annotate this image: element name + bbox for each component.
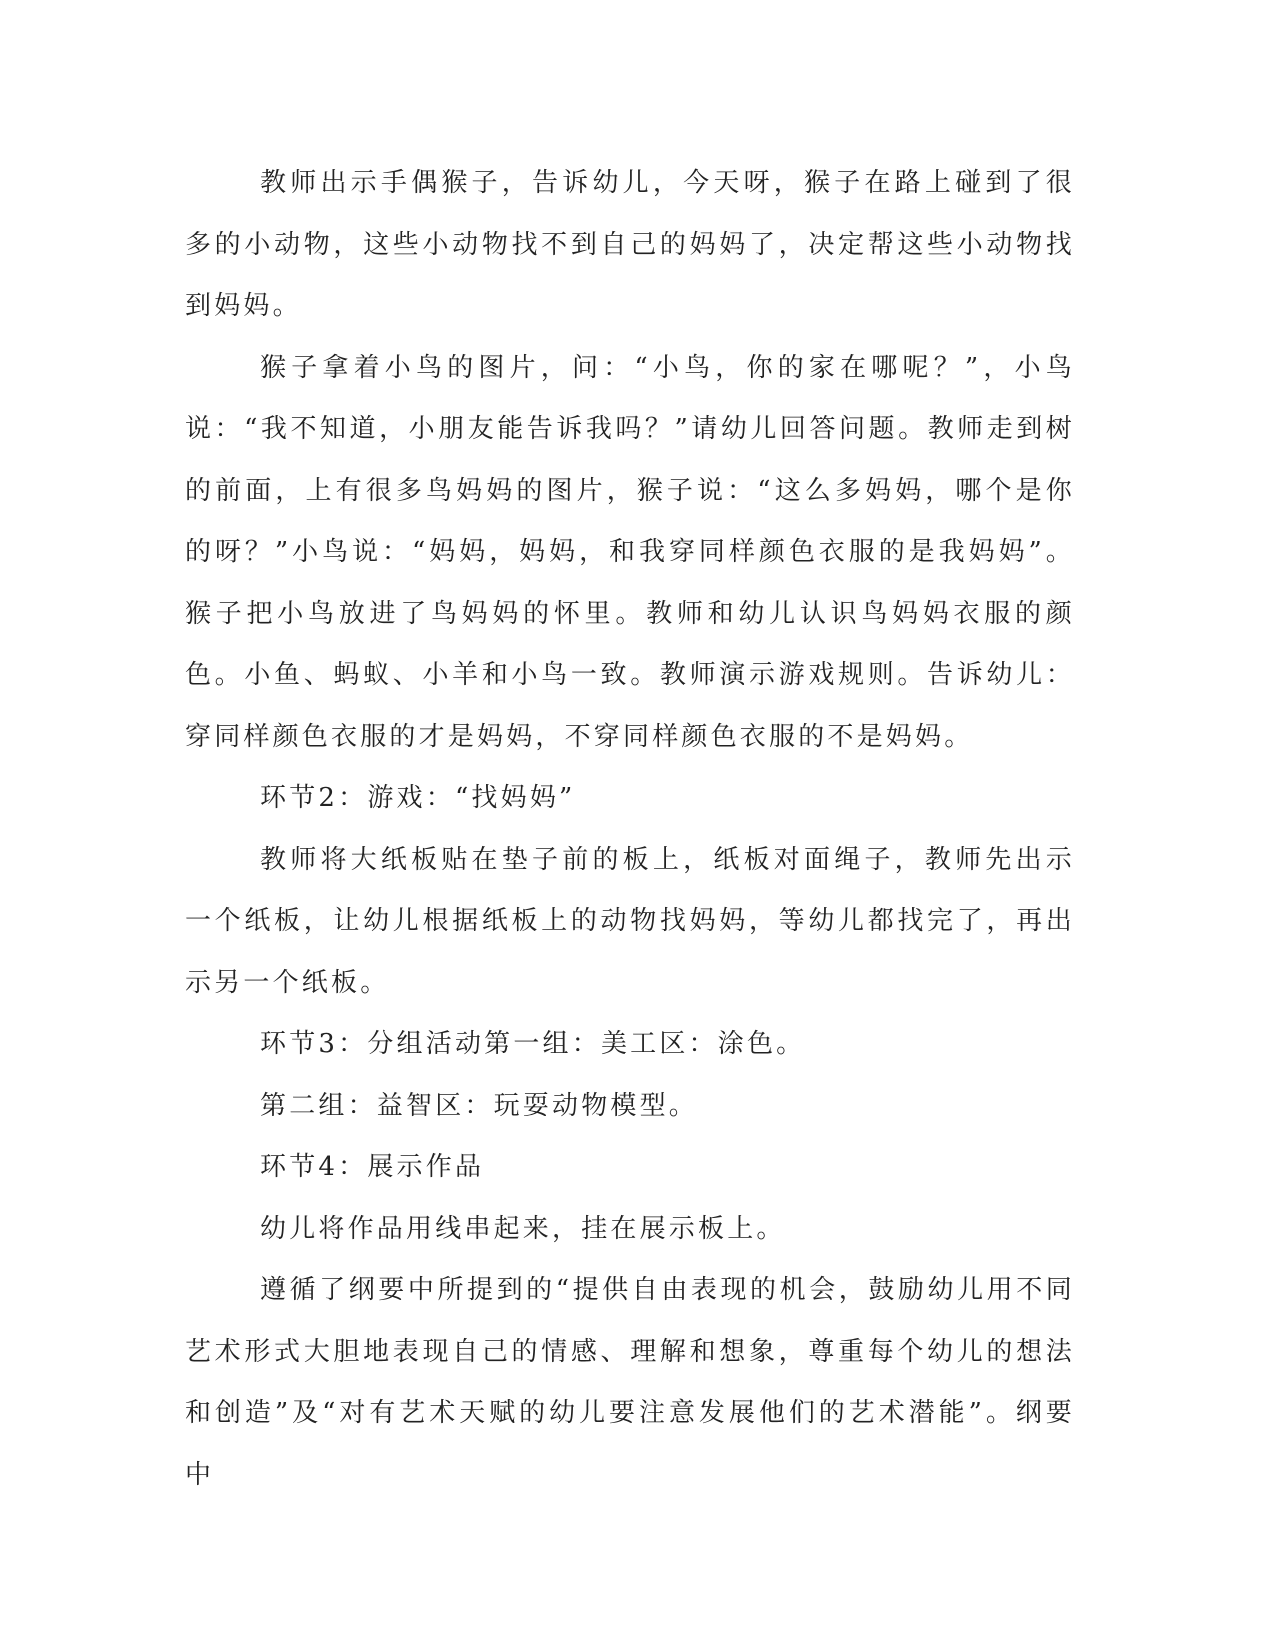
paragraph-intro: 教师出示手偶猴子，告诉幼儿，今天呀，猴子在路上碰到了很多的小动物，这些小动物找不到自己的妈妈了，决定帮这些小动物找到妈妈。 xyxy=(185,168,1075,321)
paragraph-guidelines: 遵循了纲要中所提到的“提供自由表现的机会，鼓励幼儿用不同艺术形式大胆地表现自己的情感、理解和想象，尊重每个幼儿的想法和创造”及“对有艺术天赋的幼儿要注意发展他们的艺术潜能”。纲要中 xyxy=(185,1275,1075,1490)
paragraph-step-4-heading: 环节4：展示作品 xyxy=(260,1152,485,1182)
paragraph-step-4-body: 幼儿将作品用线串起来，挂在展示板上。 xyxy=(260,1213,786,1244)
paragraph-step-2-body: 教师将大纸板贴在垫子前的板上，纸板对面绳子，教师先出示一个纸板，让幼儿根据纸板上的动物找妈妈，等幼儿都找完了，再出示另一个纸板。 xyxy=(185,844,1075,998)
paragraph-step-3-group-2: 第二组：益智区：玩耍动物模型。 xyxy=(260,1090,699,1121)
paragraph-monkey-bird: 猴子拿着小鸟的图片，问：“小鸟，你的家在哪呢？”，小鸟说：“我不知道，小朋友能告诉我吗？”请幼儿回答问题。教师走到树的前面，上有很多鸟妈妈的图片，猴子说：“这么多妈妈，哪个是你的呀？”小鸟说：“妈妈，妈妈，和我穿同样颜色衣服的是我妈妈”。猴子把小鸟放进了鸟妈妈的怀里。教师和幼儿认识鸟妈妈衣服的颜色。小鱼、蚂蚁、小羊和小鸟一致。教师演示游戏规则。告诉幼儿：穿同样颜色衣服的才是妈妈，不穿同样颜色衣服的不是妈妈。 xyxy=(185,352,1075,752)
paragraph-step-2-heading: 环节2：游戏：“找妈妈” xyxy=(260,783,576,813)
paragraph-step-3-group-1: 环节3：分组活动第一组：美工区：涂色。 xyxy=(260,1029,806,1059)
document-page xyxy=(185,153,1075,1506)
